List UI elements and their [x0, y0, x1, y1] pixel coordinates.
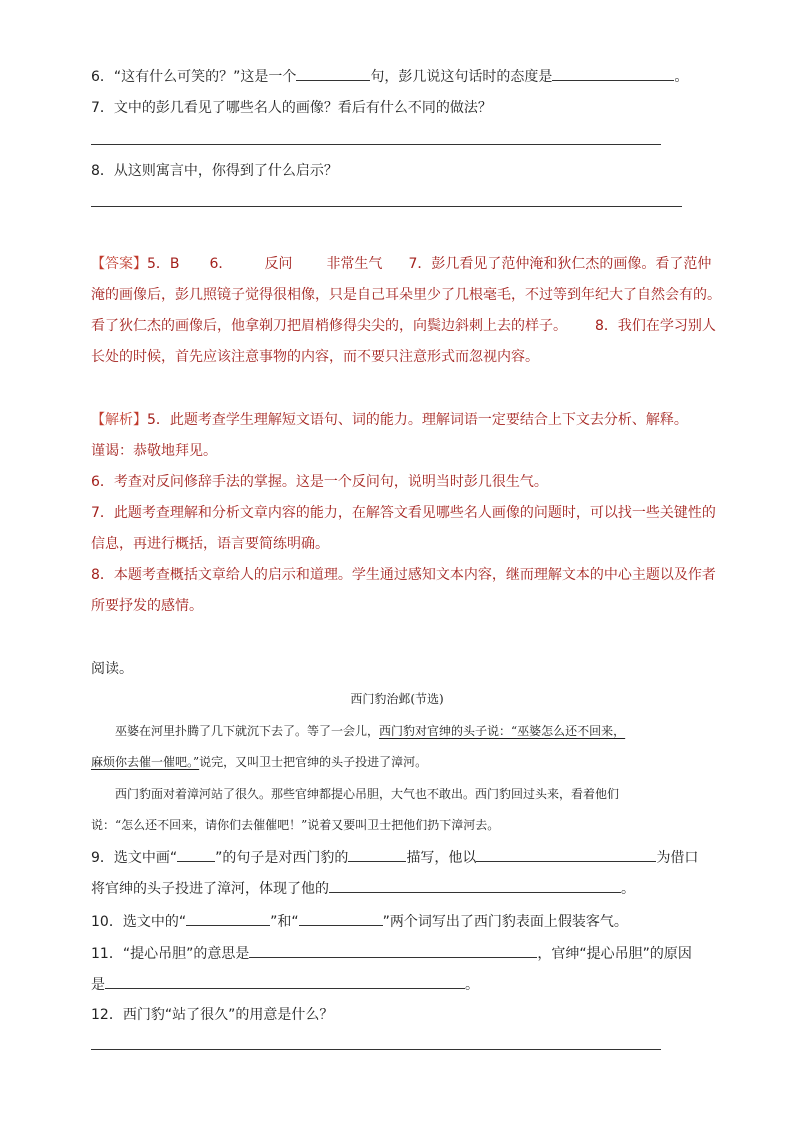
analysis-line-5: 信息，再进行概括，语言要简练明确。 [91, 536, 329, 552]
answer-line-4: 长处的时候，首先应该注意事物的内容，而不要只注意形式而忽视内容。 [91, 349, 539, 365]
passage-line-1 [115, 723, 625, 739]
answer-6-a: 反问 [264, 256, 293, 272]
passage-underlined-1: 西门豹对官绅的头子说：“巫婆怎么还不回来， [379, 724, 626, 738]
analysis-line-4: 7．此题考查理解和分析文章内容的能力，在解答文看见哪些名人画像的问题时，可以找一些关键性的 [91, 505, 716, 521]
question-9-blank-2[interactable] [348, 847, 406, 862]
analysis-line-1 [91, 411, 688, 429]
question-11-line-2 [91, 974, 479, 994]
question-7-answer-line[interactable] [91, 144, 661, 145]
question-9-blank-3[interactable] [476, 847, 656, 862]
question-10-text-b: ”和“ [270, 914, 299, 930]
question-11-text-d: 。 [465, 977, 479, 993]
question-6-text-a: 6．“这有什么可笑的？”这是一个 [91, 69, 297, 85]
question-11-text-b: ，官绅“提心吊胆”的原因 [537, 946, 692, 962]
passage-line-3: 西门豹面对着漳河站了很久。那些官绅都提心吊胆，大气也不敢出。西门豹回过头来，看着他们 [115, 787, 620, 801]
question-9-text-e: 将官绅的头子投进了漳河，体现了他的 [91, 881, 329, 897]
analysis-5: 5．此题考查学生理解短文语句、词的能力。理解词语一定要结合上下文去分析、解释。 [147, 412, 688, 428]
question-10-blank-2[interactable] [299, 911, 383, 926]
question-10 [91, 911, 628, 931]
question-6-text-c: 。 [674, 69, 689, 85]
answer-line-1 [91, 255, 711, 273]
question-6-text-b: 句，彭几说这句话时的态度是 [370, 69, 553, 85]
question-11-line-1 [91, 943, 692, 963]
question-9-blank-1[interactable] [177, 847, 215, 862]
analysis-line-6: 8．本题考查概括文章给人的启示和道理。学生通过感知文本内容，继而理解文本的中心主题以及作者 [91, 567, 716, 583]
question-9-text-d: 为借口 [656, 850, 699, 866]
passage-2b: 说完，又叫卫士把官绅的头子投进了漳河。 [199, 755, 428, 769]
question-9-text-f: 。 [621, 881, 635, 897]
question-6 [91, 66, 688, 86]
question-9-text-a: 9．选文中画“ [91, 850, 178, 866]
question-7: 7．文中的彭几看见了哪些名人的画像？看后有什么不同的做法？ [91, 100, 492, 116]
answer-7-end: 看了狄仁杰的画像后，他拿剃刀把眉梢修得尖尖的，向鬓边斜刺上去的样子。 [91, 318, 567, 334]
question-9-text-b: ”的句子是对西门豹的 [215, 850, 349, 866]
question-11-text-c: 是 [91, 977, 105, 993]
analysis-line-7: 所要抒发的感情。 [91, 598, 203, 614]
analysis-line-3: 6．考查对反问修辞手法的掌握。这是一个反问句，说明当时彭几很生气。 [91, 474, 548, 490]
question-10-blank-1[interactable] [186, 911, 270, 926]
passage-underlined-2: 麻烦你去催一催吧。” [91, 755, 200, 769]
question-12-answer-line[interactable] [91, 1049, 661, 1050]
question-6-blank-2[interactable] [552, 66, 674, 81]
question-6-blank-1[interactable] [296, 66, 370, 81]
question-10-text-c: ”两个词写出了西门豹表面上假装客气。 [382, 914, 628, 930]
question-9-line-1 [91, 847, 698, 867]
reading-label: 阅读。 [91, 661, 133, 677]
question-11-blank-1[interactable] [249, 943, 537, 958]
question-11-blank-2[interactable] [105, 974, 465, 989]
answer-tag: 【答案】 [91, 256, 147, 272]
question-10-text-a: 10．选文中的“ [91, 914, 187, 930]
answer-8-start: 8．我们在学习别人 [595, 318, 716, 334]
answer-6-b: 非常生气 [326, 256, 383, 272]
passage-title: 西门豹治邺(节选) [350, 692, 444, 706]
answer-5: 5．B [147, 256, 180, 272]
question-12: 12．西门豹“站了很久”的用意是什么？ [91, 1007, 334, 1023]
answer-line-3 [91, 317, 716, 335]
answer-line-2: 淹的画像后，彭几照镜子觉得很相像，只是自己耳朵里少了几根毫毛，不过等到年纪大了自然会有的。 [91, 287, 721, 303]
question-9-text-c: 描写，他以 [406, 850, 477, 866]
question-9-blank-4[interactable] [329, 878, 621, 893]
analysis-line-2: 谨谒：恭敬地拜见。 [91, 443, 217, 459]
question-8: 8．从这则寓言中，你得到了什么启示？ [91, 163, 338, 179]
passage-line-2 [91, 754, 427, 770]
answer-7-start: 7．彭几看见了范仲淹和狄仁杰的画像。看了范仲 [408, 256, 712, 272]
question-8-answer-line[interactable] [91, 206, 682, 207]
passage-line-4: 说：“怎么还不回来，请你们去催催吧！”说着又要叫卫士把他们扔下漳河去。 [91, 818, 500, 832]
passage-1a: 巫婆在河里扑腾了几下就沉下去了。等了一会儿， [115, 724, 380, 738]
analysis-tag: 【解析】 [91, 412, 147, 428]
question-11-text-a: 11．“提心吊胆”的意思是 [91, 946, 250, 962]
answer-6-num: 6． [209, 256, 233, 272]
question-9-line-2 [91, 878, 635, 898]
